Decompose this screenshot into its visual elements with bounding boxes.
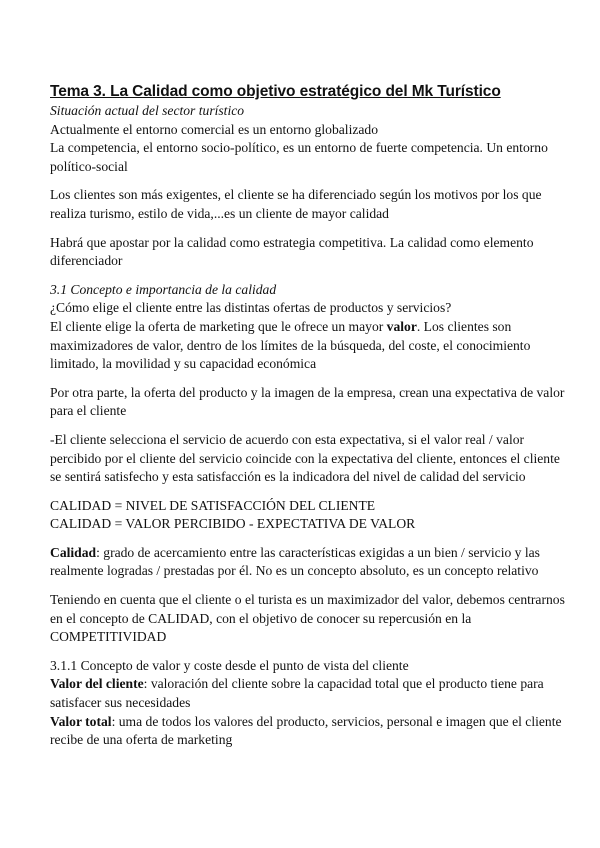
- paragraph-valor: [50, 318, 570, 374]
- paragraph-calidad-definicion: [50, 544, 570, 581]
- paragraph-valor-cliente: [50, 675, 570, 712]
- paragraph-clientes-exigentes: Los clientes son más exigentes, el cliente se ha diferenciado según los motivos por los que realiza turismo, estilo de vida,...es un cliente de mayor calidad: [50, 187, 542, 221]
- question-text: ¿Cómo elige el cliente entre las distintas ofertas de productos y servicios?: [50, 300, 452, 316]
- valor-post: . Los clientes son maximizadores de valor, dentro de los límites de la búsqueda, del coste, el conocimiento limitado, la movilidad y su capacidad económica: [50, 318, 531, 372]
- paragraph-apostar-calidad: Habrá que apostar por la calidad como estrategia competitiva. La calidad como elemento diferenciador: [50, 234, 534, 269]
- valor-total-bold: Valor total: [50, 713, 112, 729]
- valor-bold: valor: [386, 318, 417, 334]
- calidad-bold: Calidad: [50, 544, 97, 560]
- document-content: [50, 82, 570, 750]
- paragraph-entorno-globalizado: Actualmente el entorno comercial es un entorno globalizado: [50, 121, 379, 137]
- situacion-heading: Situación actual del sector turístico: [50, 103, 245, 118]
- valor-cliente-bold: Valor del cliente: [50, 676, 144, 692]
- valor-pre: El cliente elige la oferta de marketing que le ofrece un mayor: [50, 318, 387, 334]
- calidad-def: : grado de acercamiento entre las características exigidas a un bien / servicio y las realmente logradas / prestadas por él. No es un concepto absoluto, es un concepto relativo: [50, 544, 540, 579]
- paragraph-maximizador: Teniendo en cuenta que el cliente o el turista es un maximizador del valor, debemos centrarnos en el concepto de CALIDAD, con el objetivo de conocer su repercusión en la COMPETITIVIDAD: [50, 592, 565, 645]
- section-heading-3-1: 3.1 Concepto e importancia de la calidad: [50, 281, 277, 297]
- valor-cliente-def: : valoración del cliente sobre la capacidad total que el producto tiene para satisfacer sus necesidades: [50, 676, 544, 711]
- paragraph-valor-total: [50, 713, 570, 750]
- paragraph-competencia: La competencia, el entorno socio-político, es un entorno de fuerte competencia. Un entorno político-social: [50, 140, 548, 174]
- paragraph-oferta-producto: Por otra parte, la oferta del producto y la imagen de la empresa, crean una expectativa de valor para el cliente: [50, 384, 565, 419]
- page-title: Tema 3. La Calidad como objetivo estratégico del Mk Turístico: [50, 83, 501, 100]
- paragraph-expectativa: -El cliente selecciona el servicio de acuerdo con esta expectativa, si el valor real / valor percibido por el cliente del servicio coincide con la expectativa del cliente, entonces el cliente se sentirá satisfecho y esta satisfacción es la indicadora del nivel de calidad del servicio: [50, 431, 560, 485]
- section-heading-3-1-1: 3.1.1 Concepto de valor y coste desde el punto de vista del cliente: [50, 657, 409, 673]
- formula-valor-percibido: CALIDAD = VALOR PERCIBIDO - EXPECTATIVA DE VALOR: [50, 516, 416, 532]
- formula-satisfaccion: CALIDAD = NIVEL DE SATISFACCIÓN DEL CLIENTE: [50, 497, 376, 513]
- valor-total-def: : uma de todos los valores del producto, servicios, personal e imagen que el cliente recibe de una oferta de marketing: [50, 713, 562, 748]
